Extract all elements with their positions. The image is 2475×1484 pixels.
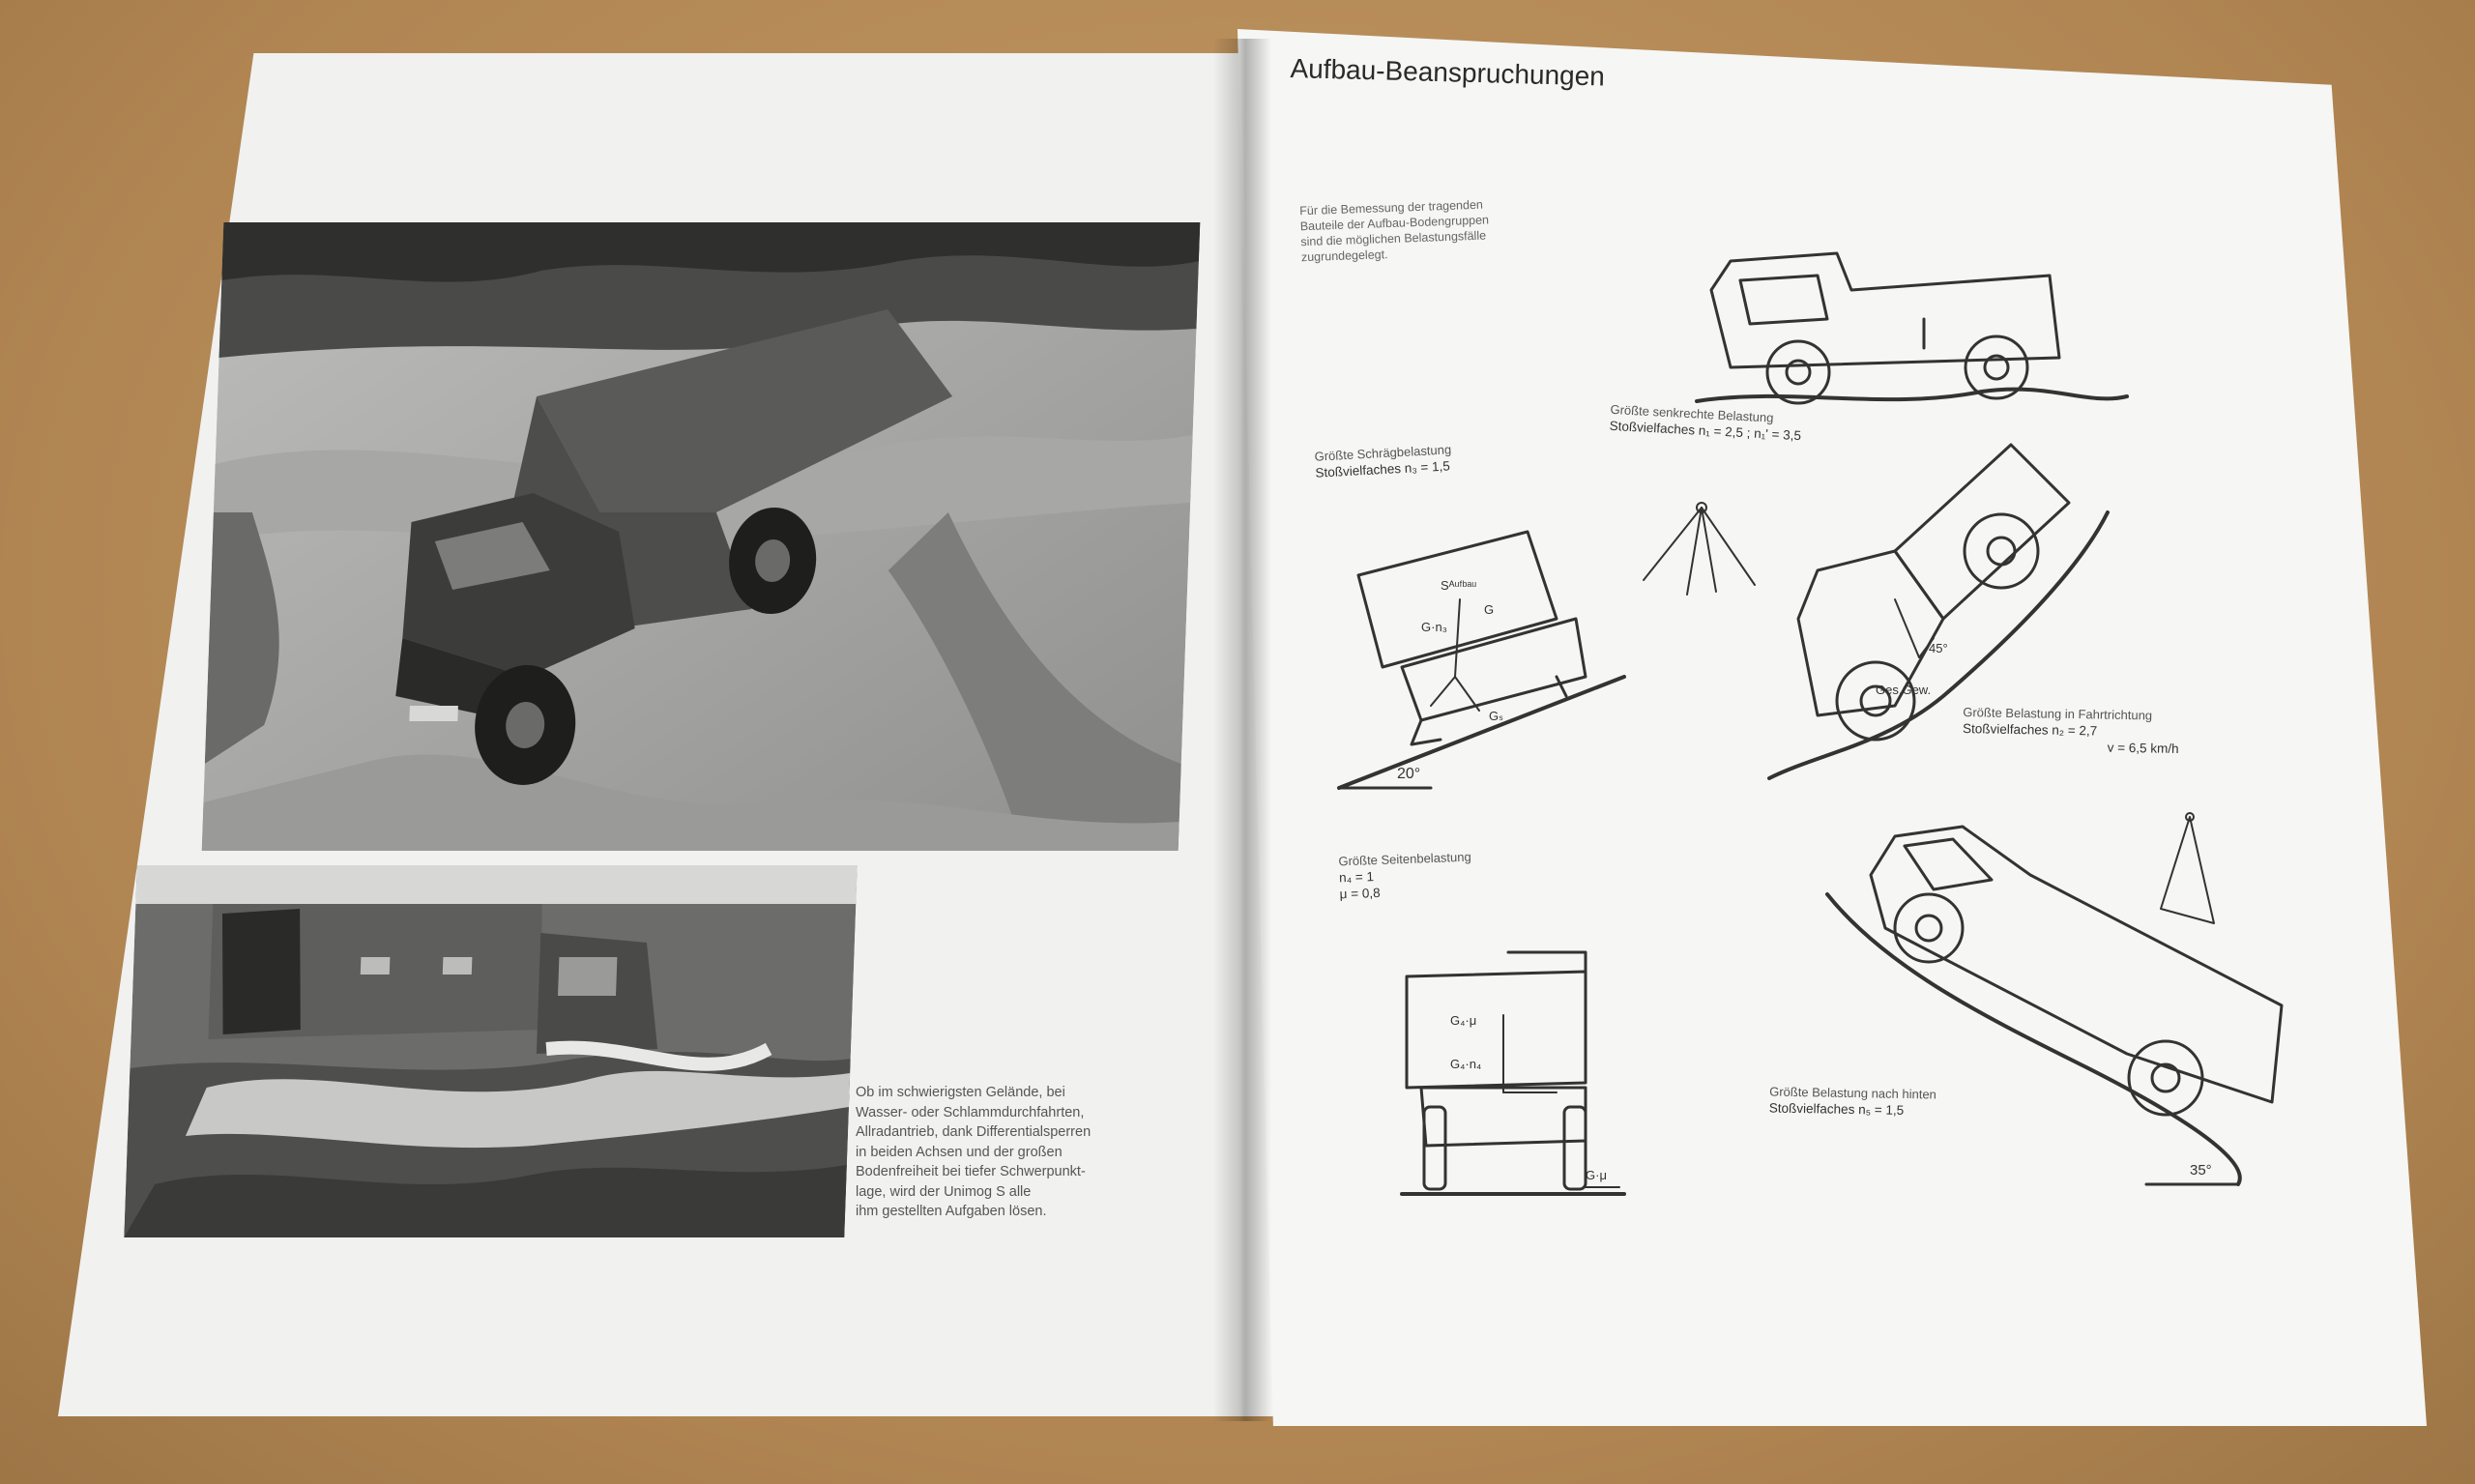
senkrecht-factor: Stoßvielfaches n₁ = 2,5 ; n₁' = 3,5	[1609, 418, 1802, 444]
caption-line: Bodenfreiheit bei tiefer Schwerpunkt-	[856, 1164, 1086, 1179]
seiten-title: Größte Seitenbelastung	[1338, 849, 1471, 869]
seiten-drawing	[1402, 952, 1624, 1194]
hinten-title: Größte Belastung nach hinten	[1769, 1084, 1937, 1102]
hinten-factor: Stoßvielfaches n₅ = 1,5	[1768, 1100, 1905, 1118]
hinten-drawing	[1827, 827, 2282, 1184]
caption-line: in beiden Achsen und der großen	[856, 1144, 1063, 1160]
truck-side-drawing	[1697, 253, 2127, 403]
caption-line: Ob im schwierigsten Gelände, bei	[856, 1085, 1065, 1100]
caption-line: Allradantrieb, dank Differentialsperren	[856, 1124, 1092, 1140]
fahrt-speed: v = 6,5 km/h	[2107, 740, 2179, 756]
fahrt-ges-label: Ges.Gew.	[1876, 683, 1932, 697]
seiten-gmu-ground-label: G·μ	[1586, 1168, 1607, 1182]
intro-line: Bauteile der Aufbau-Bodengruppen	[1299, 213, 1490, 234]
caption-line: lage, wird der Unimog S alle	[856, 1183, 1032, 1200]
hinten-force-triangle	[2161, 813, 2214, 923]
fahrt-angle-label: 45°	[1929, 641, 1948, 655]
seiten-n: n₄ = 1	[1338, 869, 1375, 886]
senkrecht-force-triangle	[1644, 503, 1755, 595]
intro-line: zugrundegelegt.	[1300, 247, 1388, 265]
caption-line: ihm gestellten Aufgaben lösen.	[856, 1204, 1047, 1219]
schraeg-factor: Stoßvielfaches n₃ = 1,5	[1315, 458, 1451, 480]
seiten-gn-label: G₄·n₄	[1450, 1057, 1482, 1071]
page-title: Aufbau-Beanspruchungen	[1290, 53, 1606, 92]
intro-line: sind die möglichen Belastungsfälle	[1300, 228, 1487, 249]
intro-line: Für die Bemessung der tragenden	[1299, 197, 1484, 218]
fahrt-factor: Stoßvielfaches n₂ = 2,7	[1962, 721, 2098, 739]
schraeg-s-label: Sᴬᵘᶠᵇᵃᵘ	[1441, 578, 1477, 593]
fahrt-title: Größte Belastung in Fahrtrichtung	[1963, 705, 2153, 723]
caption-line: Wasser- oder Schlammdurchfahrten,	[856, 1104, 1085, 1120]
hinten-angle-label: 35°	[2190, 1162, 2212, 1178]
schraeg-angle-label: 20°	[1397, 766, 1421, 782]
seiten-gmu-label: G₄·μ	[1450, 1013, 1477, 1028]
senkrecht-title: Größte senkrechte Belastung	[1610, 401, 1774, 425]
schraeg-g-label: G	[1484, 602, 1495, 617]
schraeg-title: Größte Schrägbelastung	[1314, 442, 1452, 464]
schraeg-gs-label: Gₛ	[1489, 709, 1503, 723]
schraeg-gn-label: G·n₃	[1421, 620, 1447, 634]
schraeg-drawing	[1339, 532, 1624, 788]
seiten-mu: μ = 0,8	[1339, 885, 1381, 902]
fahrt-drawing	[1769, 445, 2108, 778]
